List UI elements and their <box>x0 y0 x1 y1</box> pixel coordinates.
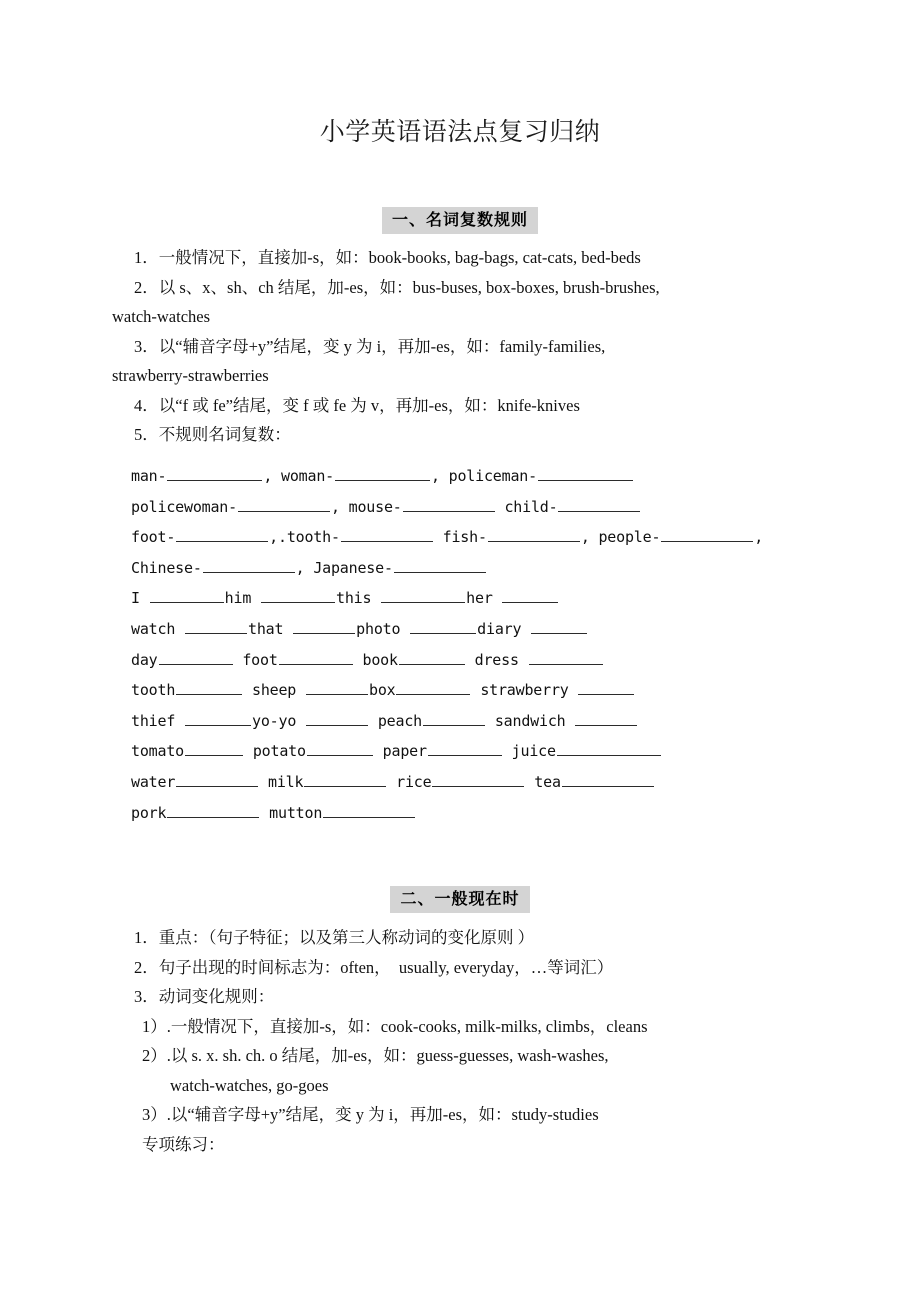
practice-word: , policeman- <box>430 467 537 485</box>
rule-line: watch-watches <box>112 307 211 326</box>
answer-blank[interactable] <box>176 773 258 787</box>
answer-blank[interactable] <box>335 467 430 481</box>
section-heading-simple-present <box>0 886 920 913</box>
practice-line <box>131 522 831 553</box>
practice-line <box>131 614 831 645</box>
rule-line: 2）.以 s. x. sh. ch. o 结尾，加-es，如：guess-guesses, wash-washes, <box>142 1046 609 1065</box>
practice-line <box>131 645 831 676</box>
answer-blank[interactable] <box>403 498 495 512</box>
answer-blank[interactable] <box>381 589 465 603</box>
answer-blank[interactable] <box>176 528 268 542</box>
practice-line <box>131 583 831 614</box>
answer-blank[interactable] <box>176 681 242 695</box>
practice-word: man- <box>131 467 167 485</box>
practice-line <box>131 675 831 706</box>
practice-word: sheep <box>243 681 305 700</box>
rule-line: 1．一般情况下，直接加-s，如：book-books, bag-bags, cat-cats, bed-beds <box>134 248 641 267</box>
practice-word: I <box>131 589 149 608</box>
practice-word: tooth <box>131 681 176 700</box>
practice-word: foot <box>233 650 278 669</box>
practice-word: him <box>224 589 260 608</box>
answer-blank[interactable] <box>394 559 486 573</box>
answer-blank[interactable] <box>150 589 224 603</box>
answer-blank[interactable] <box>279 651 353 665</box>
answer-blank[interactable] <box>159 651 233 665</box>
practice-word: tomato <box>131 742 184 761</box>
practice-word: , Japanese- <box>295 558 393 577</box>
practice-word: , mouse- <box>330 497 402 516</box>
practice-word: yo-yo <box>252 711 305 730</box>
rule-line: watch-watches, go-goes <box>170 1075 329 1095</box>
practice-line <box>131 736 831 767</box>
answer-blank[interactable] <box>304 773 386 787</box>
answer-blank[interactable] <box>502 589 558 603</box>
practice-word: tea <box>525 772 561 791</box>
answer-blank[interactable] <box>558 498 640 512</box>
answer-blank[interactable] <box>185 620 247 634</box>
answer-blank[interactable] <box>306 712 368 726</box>
practice-word: that <box>248 619 293 638</box>
practice-word: thief <box>131 711 184 730</box>
practice-word: foot- <box>131 528 176 547</box>
rule-line: 3．动词变化规则： <box>134 987 275 1006</box>
practice-line <box>131 798 831 829</box>
practice-word: book <box>353 650 398 669</box>
practice-word: paper <box>373 742 427 761</box>
rule-line: 4．以“f 或 fe”结尾，变 f 或 fe 为 v，再加-es，如：knife-knives <box>134 395 580 415</box>
rule-line: 3）.以“辅音字母+y”结尾，变 y 为 i，再加-es，如：study-studies <box>142 1105 599 1124</box>
practice-word: photo <box>356 619 410 638</box>
rule-line: 专项练习： <box>142 1134 225 1154</box>
rule-line: strawberry-strawberries <box>112 366 269 385</box>
practice-word: water <box>131 772 176 791</box>
practice-word: potato <box>244 742 306 761</box>
practice-word: sandwich <box>486 711 575 730</box>
answer-blank[interactable] <box>341 528 433 542</box>
practice-line <box>131 553 831 584</box>
practice-line <box>131 461 831 492</box>
practice-line <box>131 767 831 798</box>
simple-present-rules <box>112 923 812 1159</box>
practice-word: box <box>368 681 396 700</box>
practice-word: pork <box>131 803 167 822</box>
answer-blank[interactable] <box>167 804 259 818</box>
practice-line <box>131 706 831 737</box>
practice-word: , <box>754 528 764 547</box>
answer-blank[interactable] <box>261 589 335 603</box>
section-heading-label: 一、名词复数规则 <box>382 207 538 234</box>
practice-word: mutton <box>260 803 323 822</box>
answer-blank[interactable] <box>529 651 603 665</box>
practice-word: day <box>131 650 158 669</box>
section-heading-noun-plurals <box>0 207 920 234</box>
answer-blank[interactable] <box>432 773 524 787</box>
practice-word: juice <box>502 742 556 761</box>
practice-word: , woman- <box>263 467 334 485</box>
practice-line <box>131 492 831 523</box>
practice-word: child- <box>495 497 558 516</box>
page-title: 小学英语语法点复习归纳 <box>319 117 601 146</box>
practice-word: watch <box>131 619 184 638</box>
answer-blank[interactable] <box>488 528 580 542</box>
answer-blank[interactable] <box>575 712 637 726</box>
practice-word: Chinese- <box>131 558 202 577</box>
practice-word: strawberry <box>471 681 578 700</box>
practice-word: peach <box>369 711 422 730</box>
answer-blank[interactable] <box>396 681 470 695</box>
answer-blank[interactable] <box>578 681 634 695</box>
answer-blank[interactable] <box>167 467 262 481</box>
practice-word: ,.tooth- <box>269 528 340 547</box>
answer-blank[interactable] <box>293 620 355 634</box>
noun-plural-rules <box>112 243 812 450</box>
rule-line: 1）.一般情况下，直接加-s，如：cook-cooks, milk-milks, climbs，cleans <box>142 1016 648 1036</box>
rule-line: 2．句子出现的时间标志为：often， usually, everyday，…等词汇） <box>134 957 614 977</box>
practice-word: policewoman- <box>131 497 237 516</box>
irregular-plural-practice-list <box>131 461 831 828</box>
practice-word: , people- <box>580 528 661 547</box>
answer-blank[interactable] <box>307 742 373 756</box>
answer-blank[interactable] <box>410 620 476 634</box>
answer-blank[interactable] <box>428 742 502 756</box>
section-heading-label: 二、一般现在时 <box>390 886 529 913</box>
rule-line: 1．重点：（句子特征；以及第三人称动词的变化原则 ） <box>134 928 535 947</box>
answer-blank[interactable] <box>203 559 295 573</box>
practice-word: milk <box>259 772 304 791</box>
practice-word: rice <box>387 772 432 791</box>
practice-word: this <box>336 589 381 608</box>
rule-line: 2．以 s、x、sh、ch 结尾，加-es，如：bus-buses, box-boxes, brush-brushes, <box>134 277 660 297</box>
rule-line: 5．不规则名词复数： <box>134 425 291 444</box>
practice-word: dress <box>465 650 528 669</box>
answer-blank[interactable] <box>399 651 465 665</box>
answer-blank[interactable] <box>531 620 587 634</box>
answer-blank[interactable] <box>538 467 633 481</box>
answer-blank[interactable] <box>661 528 753 542</box>
answer-blank[interactable] <box>557 742 661 756</box>
answer-blank[interactable] <box>185 742 243 756</box>
practice-word: fish- <box>433 528 487 547</box>
answer-blank[interactable] <box>323 804 415 818</box>
answer-blank[interactable] <box>562 773 654 787</box>
answer-blank[interactable] <box>306 681 368 695</box>
practice-word: her <box>466 589 502 608</box>
rule-line: 3．以“辅音字母+y”结尾，变 y 为 i，再加-es，如：family-families, <box>134 336 606 356</box>
practice-word: diary <box>477 619 531 638</box>
answer-blank[interactable] <box>238 498 330 512</box>
answer-blank[interactable] <box>185 712 251 726</box>
answer-blank[interactable] <box>423 712 485 726</box>
